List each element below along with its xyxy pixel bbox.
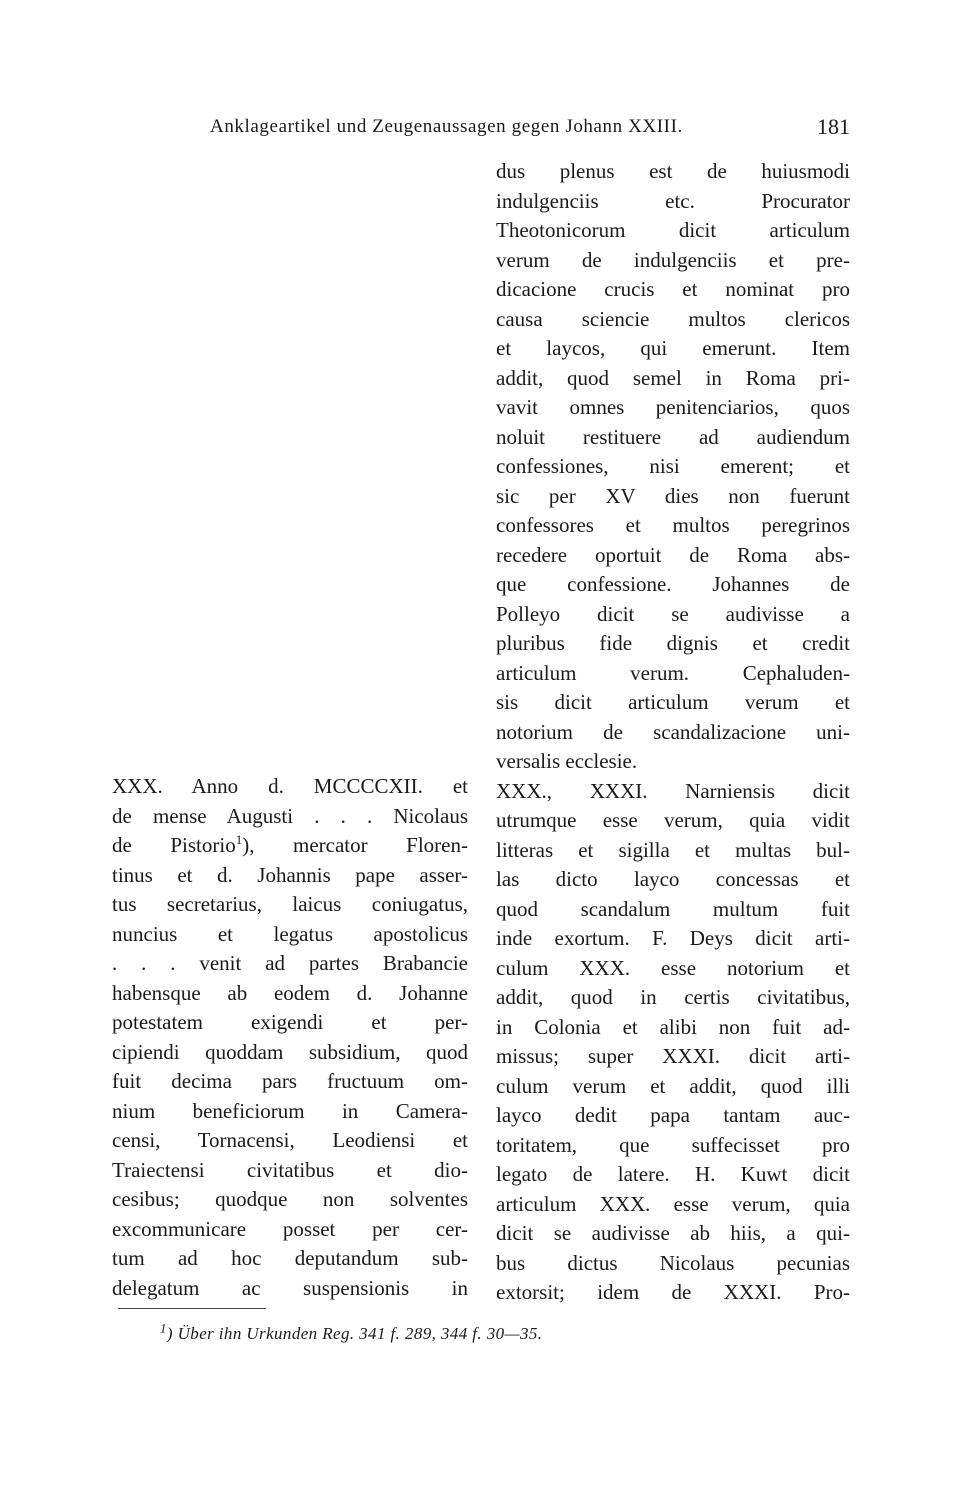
right-line: quod scandalum multum fuit <box>496 896 850 921</box>
right-line: Polleyo dicit se audivisse a <box>496 601 850 626</box>
right-line: XXX., XXXI. Narniensis dicit <box>496 778 850 803</box>
left-line: cesibus; quodque non solventes <box>112 1187 468 1211</box>
left-line: nuncius et legatus apostolicus <box>112 921 468 946</box>
right-line: culum verum et addit, quod illi <box>496 1073 850 1098</box>
right-line: bus dictus Nicolaus pecunias <box>496 1250 850 1275</box>
left-line: delegatum ac suspensionis in <box>112 1275 468 1300</box>
right-line: indulgenciis etc. Procurator <box>496 188 850 213</box>
footnote-text: ) Über ihn Urkunden Reg. 341 f. 289, 344 f. 30—35. <box>166 1324 543 1343</box>
left-column <box>112 772 468 1303</box>
right-line: articulum verum. Cephaluden- <box>496 660 850 685</box>
running-header <box>210 114 850 144</box>
left-line: fuit decima pars fructuum om- <box>112 1069 468 1093</box>
right-line: addit, quod in certis civitatibus, <box>496 985 850 1009</box>
left-line-with-footnote-ref <box>112 831 468 861</box>
left-line-text: de Pistorio <box>112 833 236 857</box>
right-line: layco dedit papa tantam auc- <box>496 1103 850 1127</box>
footnote-reference: 1 <box>235 832 243 847</box>
right-line: extorsit; idem de XXXI. Pro- <box>496 1280 850 1304</box>
right-line: sic per XV dies non fuerunt <box>496 483 850 508</box>
right-line: addit, quod semel in Roma pri- <box>496 365 850 390</box>
right-line: recedere oportuit de Roma abs- <box>496 542 850 567</box>
footnote <box>160 1320 543 1344</box>
page-number: 181 <box>817 114 850 139</box>
right-line: pluribus fide dignis et credit <box>496 631 850 655</box>
left-line: cipiendi quoddam subsidium, quod <box>112 1039 468 1064</box>
right-line: versalis ecclesie. <box>496 749 638 773</box>
right-line: dus plenus est de huiusmodi <box>496 159 850 183</box>
right-line: et laycos, qui emerunt. Item <box>496 336 850 360</box>
right-line: causa sciencie multos clericos <box>496 306 850 331</box>
right-line: in Colonia et alibi non fuit ad- <box>496 1014 850 1039</box>
left-line: tum ad hoc deputandum sub- <box>112 1246 468 1270</box>
left-line: de mense Augusti . . . Nicolaus <box>112 803 468 828</box>
left-line: . . . venit ad partes Brabancie <box>112 951 468 975</box>
right-line: sis dicit articulum verum et <box>496 690 850 714</box>
left-line: XXX. Anno d. MCCCCXII. et <box>112 774 468 798</box>
left-line: excommunicare posset per cer- <box>112 1216 468 1241</box>
right-line: notorium de scandalizacione uni- <box>496 719 850 744</box>
right-line: litteras et sigilla et multas bul- <box>496 837 850 862</box>
right-line: Theotonicorum dicit articulum <box>496 218 850 242</box>
right-line: missus; super XXXI. dicit arti- <box>496 1044 850 1068</box>
right-line: vavit omnes penitenciarios, quos <box>496 395 850 419</box>
right-line: legato de latere. H. Kuwt dicit <box>496 1162 850 1186</box>
right-line: las dicto layco concessas et <box>496 867 850 891</box>
left-line: tinus et d. Johannis pape asser- <box>112 862 468 887</box>
right-line: verum de indulgenciis et pre- <box>496 247 850 272</box>
right-line: inde exortum. F. Deys dicit arti- <box>496 926 850 950</box>
right-line: confessiones, nisi emerent; et <box>496 454 850 478</box>
right-line: toritatem, que suffecisset pro <box>496 1132 850 1157</box>
right-line: noluit restituere ad audiendum <box>496 424 850 449</box>
footnote-marker: 1 <box>160 1320 167 1336</box>
footnote-divider <box>118 1308 266 1309</box>
left-line: potestatem exigendi et per- <box>112 1010 468 1034</box>
right-column <box>496 157 850 1308</box>
right-line: dicit se audivisse ab hiis, a qui- <box>496 1221 850 1245</box>
right-line: culum XXX. esse notorium et <box>496 955 850 980</box>
right-line: confessores et multos peregrinos <box>496 513 850 537</box>
right-line: que confessione. Johannes de <box>496 572 850 596</box>
left-line-text: ), mercator Floren- <box>242 833 468 857</box>
left-line: tus secretarius, laicus coniugatus, <box>112 892 468 916</box>
left-line: nium beneficiorum in Camera- <box>112 1098 468 1123</box>
right-line: dicacione crucis et nominat pro <box>496 277 850 301</box>
left-line: Traiectensi civitatibus et dio- <box>112 1157 468 1182</box>
left-line: censi, Tornacensi, Leodiensi et <box>112 1128 468 1152</box>
right-line: articulum XXX. esse verum, quia <box>496 1191 850 1216</box>
right-line: utrumque esse verum, quia vidit <box>496 808 850 832</box>
running-title: Anklageartikel und Zeugenaussagen gegen Johann XXIII. <box>210 116 683 137</box>
left-line: habensque ab eodem d. Johanne <box>112 980 468 1005</box>
